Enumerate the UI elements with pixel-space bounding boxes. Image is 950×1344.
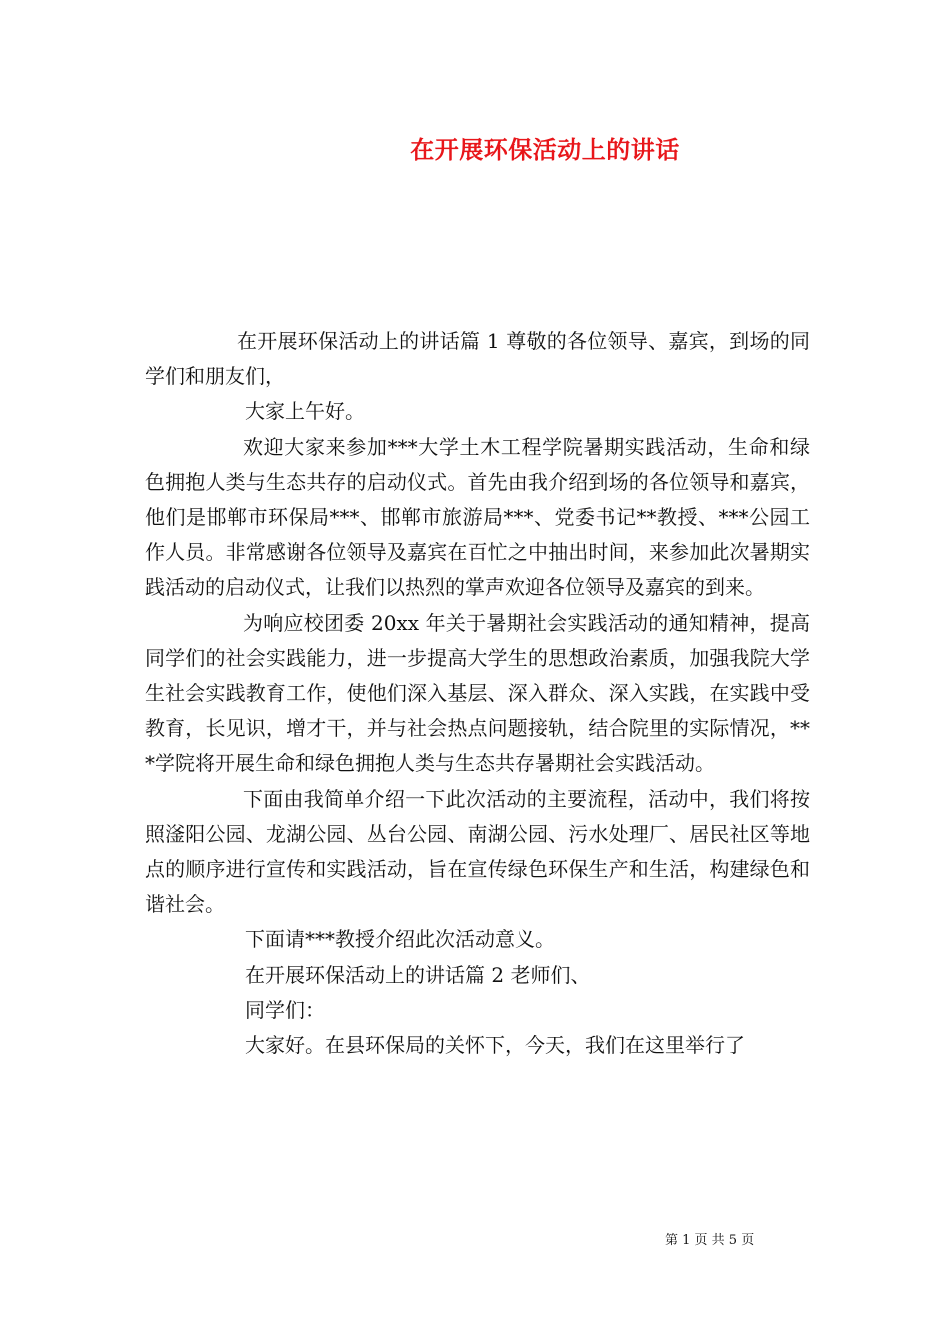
paragraph: 为响应校团委 20xx 年关于暑期社会实践活动的通知精神，提高同学们的社会实践能力，进一步提高大学生的思想政治素质，加强我院大学生社会实践教育工作，使他们深入基层、深入群众、深入实践，在实践中受教育，长见识，增才干，并与社会热点问题接轨，结合院里的实际情况，***学院将开展生命和绿色拥抱人类与生态共存暑期社会实践活动。: [145, 610, 810, 776]
paragraph: 欢迎大家来参加***大学土木工程学院暑期实践活动，生命和绿色拥抱人类与生态共存的启动仪式。首先由我介绍到场的各位领导和嘉宾，他们是邯郸市环保局***、邯郸市旅游局***、党委书记**教授、***公园工作人员。非常感谢各位领导及嘉宾在百忙之中抽出时间，来参加此次暑期实践活动的启动仪式，让我们以热烈的掌声欢迎各位领导及嘉宾的到来。: [145, 434, 810, 600]
paragraph: 在开展环保活动上的讲话篇 2 老师们、: [245, 962, 591, 987]
paragraph: 大家上午好。: [245, 399, 365, 424]
paragraph: 下面请***教授介绍此次活动意义。: [245, 927, 555, 952]
paragraph: 下面由我简单介绍一下此次活动的主要流程，活动中，我们将按照滏阳公园、龙湖公园、丛台公园、南湖公园、污水处理厂、居民社区等地点的顺序进行宣传和实践活动，旨在宣传绿色环保生产和生活，构建绿色和谐社会。: [145, 786, 810, 917]
paragraph: 在开展环保活动上的讲话篇 1 尊敬的各位领导、嘉宾，到场的同学们和朋友们，: [145, 329, 810, 389]
paragraph: 同学们：: [245, 997, 325, 1022]
paragraph: 大家好。在县环保局的关怀下，今天，我们在这里举行了: [245, 1033, 745, 1058]
page-number: 第 1 页 共 5 页: [665, 1233, 755, 1248]
document-body: [145, 324, 810, 1063]
document-title: 在开展环保活动上的讲话: [410, 135, 680, 164]
